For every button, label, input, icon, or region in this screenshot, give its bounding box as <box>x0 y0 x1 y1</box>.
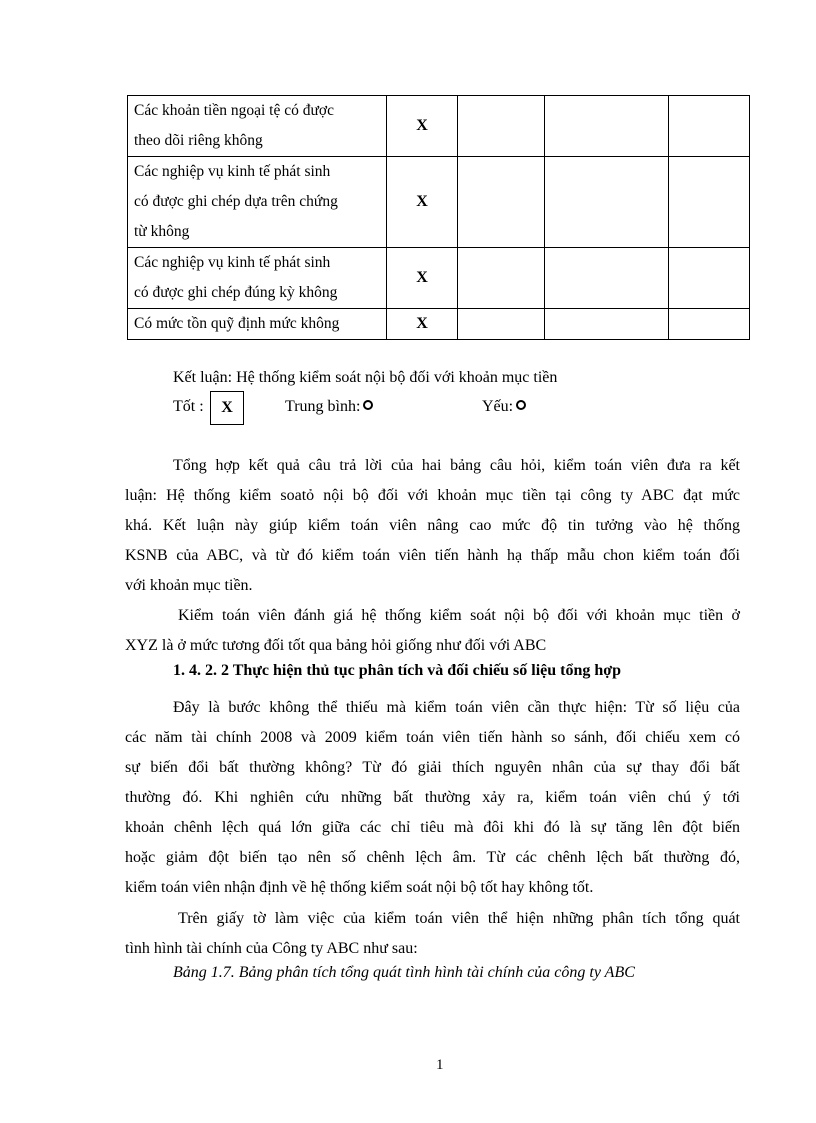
paragraph-line: khá. Kết luận này giúp kiểm toán viên nâng cao mức độ tin tưởng vào hệ thống <box>125 517 740 534</box>
table-row <box>128 248 750 309</box>
paragraph-line: kiểm toán viên nhận định về hệ thống kiểm soát nội bộ tốt hay không tốt. <box>125 879 594 896</box>
radio-icon <box>363 400 373 410</box>
empty-cell <box>545 157 669 248</box>
weak-option <box>482 398 526 416</box>
paragraph-line: tình hình tài chính của Công ty ABC như sau: <box>125 940 418 957</box>
table-row <box>128 157 750 248</box>
radio-icon <box>516 400 526 410</box>
empty-cell <box>669 309 750 340</box>
paragraph-line: Kiểm toán viên đánh giá hệ thống kiểm soát nội bộ đối với khoản mục tiền ở <box>178 607 740 624</box>
empty-cell <box>458 96 545 157</box>
question-cell: Các nghiệp vụ kinh tế phát sinh có được ghi chép đúng kỳ không <box>128 248 387 309</box>
empty-cell <box>458 309 545 340</box>
empty-cell <box>669 157 750 248</box>
paragraph-line: với khoản mục tiền. <box>125 577 253 594</box>
paragraph-line: Đây là bước không thể thiếu mà kiểm toán viên cần thực hiện: Từ số liệu của <box>173 699 740 716</box>
empty-cell <box>458 157 545 248</box>
paragraph-line: sự biến đổi bất thường không? Từ đó giải thích nguyên nhân của sự thay đổi bất <box>125 759 740 776</box>
yes-mark-cell: X <box>387 96 458 157</box>
empty-cell <box>545 248 669 309</box>
table-row <box>128 96 750 157</box>
yes-mark-cell: X <box>387 309 458 340</box>
empty-cell <box>545 309 669 340</box>
weak-label: Yếu: <box>482 398 514 415</box>
paragraph-line: thường đó. Khi nghiên cứu những bất thường xảy ra, kiểm toán viên chú ý tới <box>125 789 740 806</box>
table-caption: Bảng 1.7. Bảng phân tích tổng quát tình hình tài chính của công ty ABC <box>173 964 635 981</box>
question-cell: Có mức tồn quỹ định mức không <box>128 309 387 340</box>
table-row <box>128 309 750 340</box>
page-number: 1 <box>436 1057 444 1073</box>
yes-mark-cell: X <box>387 157 458 248</box>
paragraph-line: Tổng hợp kết quả câu trả lời của hai bảng câu hỏi, kiểm toán viên đưa ra kết <box>173 457 740 474</box>
yes-mark-cell: X <box>387 248 458 309</box>
paragraph-line: hoặc giảm đột biến tạo nên số chênh lệch âm. Từ các chênh lệch bất thường đó, <box>125 849 740 866</box>
empty-cell <box>545 96 669 157</box>
paragraph-line: các năm tài chính 2008 và 2009 kiểm toán viên tiến hành so sánh, đối chiếu xem có <box>125 729 740 746</box>
medium-option <box>285 398 373 416</box>
paragraph-line: khoản chênh lệch quá lớn giữa các chỉ tiêu mà đôi khi đó là sự tăng lên đột biến <box>125 819 740 836</box>
empty-cell <box>669 96 750 157</box>
paragraph-line: KSNB của ABC, và từ đó kiểm toán viên tiến hành hạ thấp mẫu chon kiểm toán đối <box>125 547 740 564</box>
question-cell: Các nghiệp vụ kinh tế phát sinh có được ghi chép dựa trên chứng từ không <box>128 157 387 248</box>
paragraph-line: XYZ là ở mức tương đối tốt qua bảng hỏi giống như đối với ABC <box>125 637 547 654</box>
section-heading: 1. 4. 2. 2 Thực hiện thủ tục phân tích và đối chiếu số liệu tổng hợp <box>173 662 622 679</box>
question-cell: Các khoản tiền ngoại tệ có được theo dõi riêng không <box>128 96 387 157</box>
medium-label: Trung bình: <box>285 398 361 415</box>
conclusion-title: Kết luận: Hệ thống kiểm soát nội bộ đối với khoản mục tiền <box>173 369 558 386</box>
questionnaire-table <box>127 95 750 340</box>
paragraph-line: luận: Hệ thống kiểm soatỏ nội bộ đối với khoản mục tiền tại công ty ABC đạt mức <box>125 487 740 504</box>
empty-cell <box>458 248 545 309</box>
empty-cell <box>669 248 750 309</box>
good-label: Tốt : <box>173 398 204 415</box>
good-checkbox: X <box>210 391 244 425</box>
paragraph-line: Trên giấy tờ làm việc của kiểm toán viên thể hiện những phân tích tổng quát <box>178 910 740 927</box>
